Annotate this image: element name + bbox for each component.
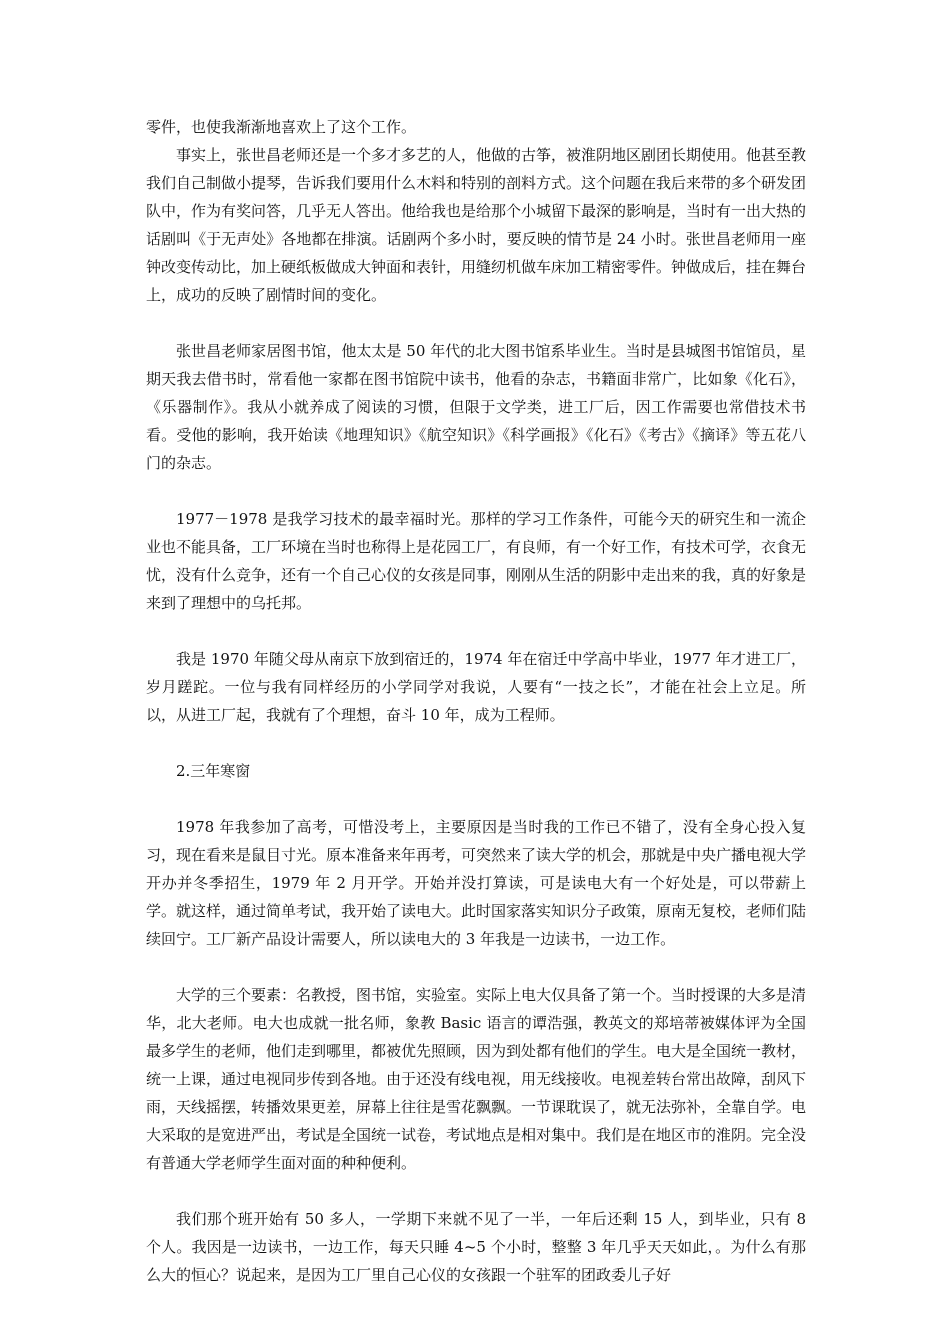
paragraph-happy-time: 1977－1978 是我学习技术的最幸福时光。那样的学习工作条件，可能今天的研究生和一流企业也不能具备，工厂环境在当时也称得上是花园工厂，有良师，有一个好工作，有技术可学，衣食无忧，没有什么竞争，还有一个自己心仪的女孩是同事，刚刚从生活的阴影中走出来的我，真的好象是来到了理想中的乌托邦。: [146, 510, 807, 612]
paragraph-class-size: 我们那个班开始有 50 多人，一学期下来就不见了一半，一年后还剩 15 人，到毕业，只有 8 个人。我因是一边读书，一边工作，每天只睡 4~5 个小时，整整 3 年几乎天天如此，。为什么有那么大的恒心？说起来，是因为工厂里自己心仪的女孩跟一个驻军的团政委儿子好: [146, 1210, 806, 1284]
document-body: [146, 113, 806, 1289]
paragraph-background: 我是 1970 年随父母从南京下放到宿迁的，1974 年在宿迁中学高中毕业，1977 年才进工厂，岁月蹉跎。一位与我有同样经历的小学同学对我说，人要有“一技之长”，才能在社会上立足。所以，从进工厂起，我就有了个理想，奋斗 10 年，成为工程师。: [146, 650, 806, 724]
paragraph-continuation: 零件，也使我渐渐地喜欢上了这个工作。: [146, 118, 417, 136]
paragraph-exam: 1978 年我参加了高考，可惜没考上，主要原因是当时我的工作已不错了，没有全身心投入复习，现在看来是鼠目寸光。原本准备来年再考，可突然来了读大学的机会，那就是中央广播电视大学开办并冬季招生，1979 年 2 月开学。开始并没打算读，可是读电大有一个好处是，可以带薪上学。就这样，通过简单考试，我开始了读电大。此时国家落实知识分子政策，原南无复校，老师们陆续回宁。工厂新产品设计需要人，所以读电大的 3 年我是一边读书，一边工作。: [146, 818, 807, 948]
section-heading-three-years: 2.三年寒窗: [176, 762, 251, 780]
paragraph-zhang-talents: 事实上，张世昌老师还是一个多才多艺的人，他做的古筝，被淮阴地区剧团长期使用。他甚至教我们自己制做小提琴，告诉我们要用什么木料和特别的剖料方式。这个问题在我后来带的多个研发团队中，作为有奖问答，几乎无人答出。他给我也是给那个小城留下最深的影响是，当时有一出大热的话剧叫《于无声处》各地都在排演。话剧两个多小时，要反映的情节是 24 小时。张世昌老师用一座钟改变传动比，加上硬纸板做成大钟面和表针，用缝纫机做车床加工精密零件。钟做成后，挂在舞台上，成功的反映了剧情时间的变化。: [146, 146, 807, 304]
paragraph-university-elements: 大学的三个要素：名教授，图书馆，实验室。实际上电大仅具备了第一个。当时授课的大多是清华，北大老师。电大也成就一批名师，象教 Basic 语言的谭浩强，教英文的郑培蒂被媒体评为全国最多学生的老师，他们走到哪里，都被优先照顾，因为到处都有他们的学生。电大是全国统一教材，统一上课，通过电视同步传到各地。由于还没有线电视，用无线接收。电视差转台常出故障，刮风下雨，天线摇摆，转播效果更差，屏幕上往往是雪花飘飘。一节课耽误了，就无法弥补，全靠自学。电大采取的是宽进严出，考试是全国统一试卷，考试地点是相对集中。我们是在地区市的淮阴。完全没有普通大学老师学生面对面的种种便利。: [146, 986, 807, 1172]
paragraph-library: 张世昌老师家居图书馆，他太太是 50 年代的北大图书馆系毕业生。当时是县城图书馆馆员，星期天我去借书时，常看他一家都在图书馆院中读书，他看的杂志，书籍面非常广，比如象《化石》，《乐器制作》。我从小就养成了阅读的习惯，但限于文学类，进工厂后，因工作需要也常借技术书看。受他的影响，我开始读《地理知识》《航空知识》《科学画报》《化石》《考古》《摘译》等五花八门的杂志。: [146, 342, 806, 472]
